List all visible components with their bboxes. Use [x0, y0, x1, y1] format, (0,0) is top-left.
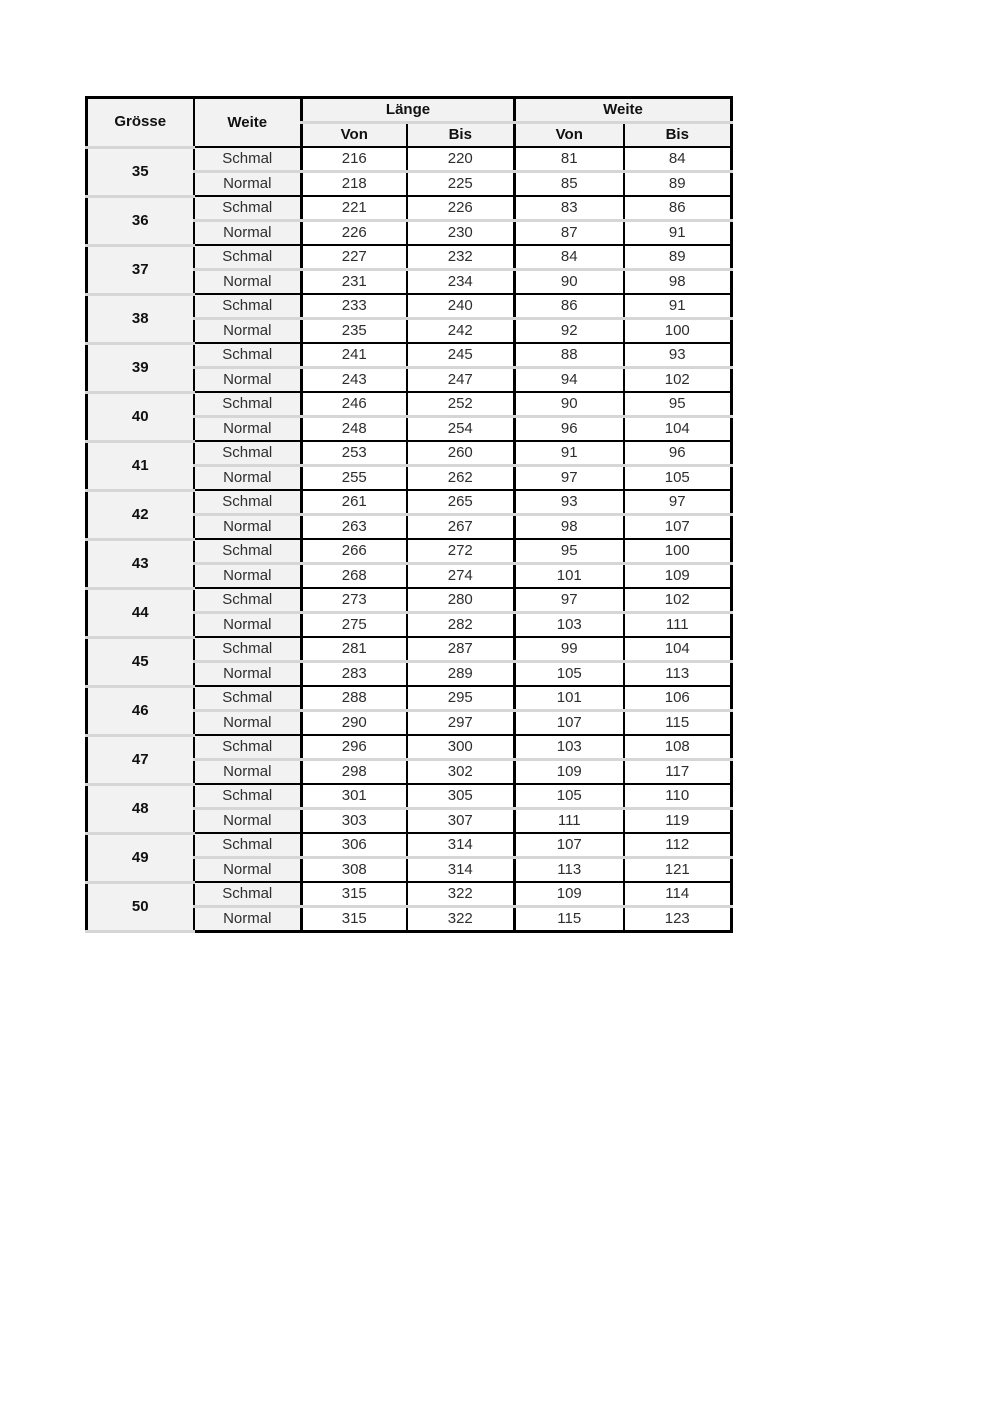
size-cell: 47: [87, 735, 194, 784]
laenge-bis-cell: 252: [407, 392, 515, 417]
table-row: [87, 490, 732, 515]
variant-cell: Schmal: [194, 882, 302, 907]
weite-bis-cell: 114: [624, 882, 732, 907]
laenge-bis-cell: 272: [407, 539, 515, 564]
laenge-bis-cell: 267: [407, 515, 515, 540]
laenge-bis-cell: 314: [407, 858, 515, 883]
header-row-sections: [87, 98, 732, 123]
laenge-von-cell: 233: [302, 294, 407, 319]
laenge-von-cell: 218: [302, 172, 407, 197]
laenge-von-cell: 248: [302, 417, 407, 442]
table-row: [87, 392, 732, 417]
weite-von-cell: 83: [515, 196, 624, 221]
weite-von-cell: 99: [515, 637, 624, 662]
table-row: [87, 294, 732, 319]
variant-cell: Normal: [194, 417, 302, 442]
laenge-von-cell: 283: [302, 662, 407, 687]
laenge-von-cell: 273: [302, 588, 407, 613]
weite-von-cell: 109: [515, 882, 624, 907]
laenge-von-cell: 243: [302, 368, 407, 393]
laenge-von-cell: 255: [302, 466, 407, 491]
laenge-bis-cell: 300: [407, 735, 515, 760]
size-cell: 49: [87, 833, 194, 882]
laenge-von-cell: 246: [302, 392, 407, 417]
weite-von-cell: 101: [515, 564, 624, 589]
variant-cell: Schmal: [194, 539, 302, 564]
variant-cell: Normal: [194, 662, 302, 687]
variant-cell: Normal: [194, 466, 302, 491]
table-row: [87, 196, 732, 221]
size-cell: 43: [87, 539, 194, 588]
weite-bis-cell: 110: [624, 784, 732, 809]
weite-von-cell: 105: [515, 662, 624, 687]
weite-bis-cell: 93: [624, 343, 732, 368]
weite-bis-cell: 108: [624, 735, 732, 760]
laenge-von-cell: 275: [302, 613, 407, 638]
laenge-bis-cell: 307: [407, 809, 515, 834]
laenge-bis-cell: 265: [407, 490, 515, 515]
laenge-von-cell: 296: [302, 735, 407, 760]
weite-bis-cell: 98: [624, 270, 732, 295]
weite-bis-cell: 112: [624, 833, 732, 858]
weite-von-cell: 90: [515, 392, 624, 417]
weite-von-cell: 97: [515, 588, 624, 613]
table-row: [87, 735, 732, 760]
weite-von-cell: 109: [515, 760, 624, 785]
variant-cell: Normal: [194, 564, 302, 589]
laenge-von-cell: 216: [302, 147, 407, 172]
variant-cell: Normal: [194, 613, 302, 638]
laenge-bis-cell: 314: [407, 833, 515, 858]
weite-von-cell: 94: [515, 368, 624, 393]
weite-bis-cell: 97: [624, 490, 732, 515]
weite-von-cell: 84: [515, 245, 624, 270]
laenge-bis-cell: 260: [407, 441, 515, 466]
laenge-bis-cell: 234: [407, 270, 515, 295]
laenge-von-cell: 253: [302, 441, 407, 466]
laenge-von-cell: 301: [302, 784, 407, 809]
weite-bis-cell: 89: [624, 245, 732, 270]
weite-bis-cell: 102: [624, 368, 732, 393]
laenge-von-cell: 227: [302, 245, 407, 270]
header-weite-bis: Bis: [624, 123, 732, 148]
laenge-von-cell: 306: [302, 833, 407, 858]
size-cell: 42: [87, 490, 194, 539]
weite-bis-cell: 89: [624, 172, 732, 197]
weite-bis-cell: 100: [624, 539, 732, 564]
weite-bis-cell: 102: [624, 588, 732, 613]
laenge-von-cell: 298: [302, 760, 407, 785]
weite-bis-cell: 104: [624, 637, 732, 662]
weite-von-cell: 86: [515, 294, 624, 319]
laenge-von-cell: 226: [302, 221, 407, 246]
laenge-bis-cell: 295: [407, 686, 515, 711]
variant-cell: Schmal: [194, 392, 302, 417]
weite-von-cell: 88: [515, 343, 624, 368]
weite-von-cell: 111: [515, 809, 624, 834]
size-cell: 38: [87, 294, 194, 343]
weite-von-cell: 92: [515, 319, 624, 344]
weite-bis-cell: 91: [624, 294, 732, 319]
weite-von-cell: 103: [515, 735, 624, 760]
variant-cell: Schmal: [194, 245, 302, 270]
weite-bis-cell: 104: [624, 417, 732, 442]
variant-cell: Normal: [194, 515, 302, 540]
laenge-bis-cell: 302: [407, 760, 515, 785]
laenge-bis-cell: 282: [407, 613, 515, 638]
size-cell: 37: [87, 245, 194, 294]
weite-von-cell: 96: [515, 417, 624, 442]
size-cell: 44: [87, 588, 194, 637]
variant-cell: Normal: [194, 858, 302, 883]
laenge-bis-cell: 297: [407, 711, 515, 736]
weite-bis-cell: 86: [624, 196, 732, 221]
laenge-bis-cell: 274: [407, 564, 515, 589]
weite-bis-cell: 109: [624, 564, 732, 589]
laenge-bis-cell: 322: [407, 907, 515, 932]
laenge-von-cell: 315: [302, 882, 407, 907]
size-chart-table: [85, 96, 733, 933]
variant-cell: Normal: [194, 319, 302, 344]
size-cell: 50: [87, 882, 194, 932]
size-cell: 35: [87, 147, 194, 196]
weite-bis-cell: 113: [624, 662, 732, 687]
weite-von-cell: 107: [515, 833, 624, 858]
laenge-von-cell: 261: [302, 490, 407, 515]
weite-von-cell: 113: [515, 858, 624, 883]
table-row: [87, 588, 732, 613]
header-weite-section: Weite: [515, 98, 732, 123]
size-cell: 36: [87, 196, 194, 245]
table-row: [87, 882, 732, 907]
variant-cell: Schmal: [194, 588, 302, 613]
table-row: [87, 637, 732, 662]
laenge-von-cell: 303: [302, 809, 407, 834]
weite-von-cell: 107: [515, 711, 624, 736]
weite-bis-cell: 119: [624, 809, 732, 834]
table-row: [87, 441, 732, 466]
weite-von-cell: 93: [515, 490, 624, 515]
laenge-bis-cell: 280: [407, 588, 515, 613]
variant-cell: Schmal: [194, 735, 302, 760]
laenge-bis-cell: 220: [407, 147, 515, 172]
weite-bis-cell: 91: [624, 221, 732, 246]
header-weite: Weite: [194, 98, 302, 148]
laenge-bis-cell: 287: [407, 637, 515, 662]
header-weite-von: Von: [515, 123, 624, 148]
laenge-bis-cell: 289: [407, 662, 515, 687]
header-groesse: Grösse: [87, 98, 194, 148]
weite-von-cell: 95: [515, 539, 624, 564]
weite-von-cell: 81: [515, 147, 624, 172]
laenge-von-cell: 241: [302, 343, 407, 368]
weite-bis-cell: 107: [624, 515, 732, 540]
variant-cell: Normal: [194, 368, 302, 393]
laenge-von-cell: 266: [302, 539, 407, 564]
size-cell: 39: [87, 343, 194, 392]
weite-bis-cell: 123: [624, 907, 732, 932]
laenge-bis-cell: 226: [407, 196, 515, 221]
weite-von-cell: 115: [515, 907, 624, 932]
laenge-von-cell: 315: [302, 907, 407, 932]
weite-von-cell: 91: [515, 441, 624, 466]
laenge-bis-cell: 254: [407, 417, 515, 442]
laenge-bis-cell: 230: [407, 221, 515, 246]
variant-cell: Normal: [194, 270, 302, 295]
size-table-body: [87, 147, 732, 932]
variant-cell: Schmal: [194, 343, 302, 368]
laenge-bis-cell: 240: [407, 294, 515, 319]
weite-bis-cell: 117: [624, 760, 732, 785]
laenge-bis-cell: 247: [407, 368, 515, 393]
laenge-von-cell: 290: [302, 711, 407, 736]
table-header: [87, 98, 732, 148]
weite-bis-cell: 100: [624, 319, 732, 344]
size-cell: 40: [87, 392, 194, 441]
laenge-von-cell: 263: [302, 515, 407, 540]
laenge-von-cell: 281: [302, 637, 407, 662]
variant-cell: Schmal: [194, 196, 302, 221]
variant-cell: Normal: [194, 172, 302, 197]
weite-bis-cell: 96: [624, 441, 732, 466]
weite-bis-cell: 111: [624, 613, 732, 638]
header-laenge-bis: Bis: [407, 123, 515, 148]
laenge-bis-cell: 232: [407, 245, 515, 270]
variant-cell: Schmal: [194, 833, 302, 858]
variant-cell: Normal: [194, 711, 302, 736]
weite-von-cell: 101: [515, 686, 624, 711]
table-row: [87, 147, 732, 172]
variant-cell: Normal: [194, 221, 302, 246]
size-cell: 41: [87, 441, 194, 490]
table-row: [87, 539, 732, 564]
variant-cell: Schmal: [194, 637, 302, 662]
table-row: [87, 686, 732, 711]
size-cell: 45: [87, 637, 194, 686]
weite-von-cell: 105: [515, 784, 624, 809]
variant-cell: Schmal: [194, 490, 302, 515]
table-row: [87, 343, 732, 368]
weite-von-cell: 90: [515, 270, 624, 295]
variant-cell: Normal: [194, 809, 302, 834]
laenge-von-cell: 268: [302, 564, 407, 589]
weite-bis-cell: 105: [624, 466, 732, 491]
variant-cell: Schmal: [194, 294, 302, 319]
weite-von-cell: 97: [515, 466, 624, 491]
weite-bis-cell: 95: [624, 392, 732, 417]
laenge-von-cell: 308: [302, 858, 407, 883]
laenge-bis-cell: 242: [407, 319, 515, 344]
laenge-von-cell: 235: [302, 319, 407, 344]
table-row: [87, 245, 732, 270]
variant-cell: Schmal: [194, 441, 302, 466]
weite-bis-cell: 115: [624, 711, 732, 736]
laenge-bis-cell: 305: [407, 784, 515, 809]
laenge-bis-cell: 322: [407, 882, 515, 907]
weite-von-cell: 98: [515, 515, 624, 540]
laenge-von-cell: 221: [302, 196, 407, 221]
laenge-bis-cell: 262: [407, 466, 515, 491]
weite-von-cell: 103: [515, 613, 624, 638]
weite-bis-cell: 84: [624, 147, 732, 172]
size-cell: 46: [87, 686, 194, 735]
laenge-bis-cell: 225: [407, 172, 515, 197]
variant-cell: Schmal: [194, 147, 302, 172]
weite-von-cell: 85: [515, 172, 624, 197]
laenge-von-cell: 288: [302, 686, 407, 711]
header-laenge-section: Länge: [302, 98, 515, 123]
weite-von-cell: 87: [515, 221, 624, 246]
laenge-von-cell: 231: [302, 270, 407, 295]
size-cell: 48: [87, 784, 194, 833]
table-row: [87, 833, 732, 858]
variant-cell: Normal: [194, 760, 302, 785]
table-row: [87, 784, 732, 809]
header-laenge-von: Von: [302, 123, 407, 148]
weite-bis-cell: 106: [624, 686, 732, 711]
weite-bis-cell: 121: [624, 858, 732, 883]
variant-cell: Normal: [194, 907, 302, 932]
variant-cell: Schmal: [194, 784, 302, 809]
variant-cell: Schmal: [194, 686, 302, 711]
laenge-bis-cell: 245: [407, 343, 515, 368]
